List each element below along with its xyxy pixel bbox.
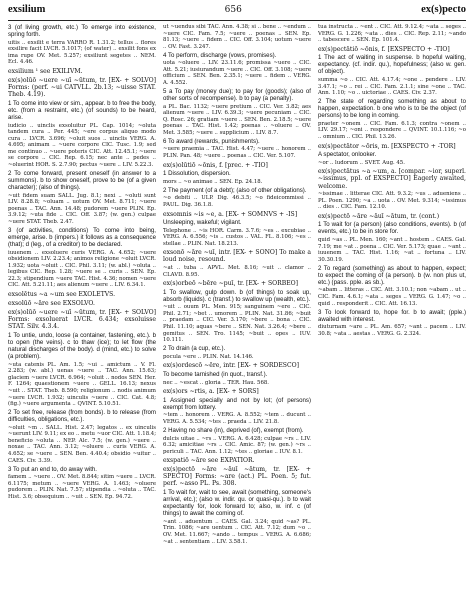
sense-definition: 1 To swallow, gulp down. b (of things) to soak up, absorb (liquids). c (transf.) to swallow up (wealth, etc.). xyxy=(163,288,311,303)
sense-definition: 1 The act of waiting in suspense. b hopeful waiting, expectancy. (cf. indir. qu.), hopefulness; (also w. gen. of object). xyxy=(318,54,466,76)
entry-headword-line: exsilium ¹ see EXILIVM. xyxy=(8,67,83,75)
citation-block: quid ~as .. PL. Men. 160; ~ant .. hostem .. CAES. Gal. 7.19; me ~at .. poena .. CIC. Ver. 5.173; quae .. ~ant .. iuuenem .. TAC. Hist. 1.16; ~at .. fortuna .. LIV. 30.30.19. xyxy=(318,237,466,263)
citation-block: Telephone .. ~is HOR. Carm. 3.7.6; ~es .. excubiae .. VERG. A. 6.556; ~is .. custos .. VAL. FL. 8.106; ~es .. stellae .. PLIN. Nat. 18.213. xyxy=(163,227,311,247)
entry-headword-line: ex(s)pectātor ~ōris, m. [EXSPECTO + -TOR] xyxy=(318,142,456,150)
entry-headword-line: ex(s)olūō ~uere ~uī ~ūtum, tr. [EX- + SOLVO] Forms: exsoluerat LVCR. 6.434; exsoluisse STAT. Silv. 4.3.4. xyxy=(8,309,156,331)
citation-block: ut ~uendus sibi TAC. Ann. 4.38; si .. bene .. ~endum .. ~uere CIC. Fam. 7.5; ~uere .. poenas .. SEN. Ep. 81.13; ~uere .. fidem .. CIC. Off. 3.104; uotum ~uere .. OV. Fast. 3.247. xyxy=(163,24,311,50)
sense-definition: 2 Having no share (in), deprived (of), exempt (from). xyxy=(163,426,304,434)
sense-definition: 2 To come forward, present oneself (in answer to a summons). b to show oneself, prove to be (of a given character); (also of things). xyxy=(8,169,156,192)
entry-headword-line: exsolētus ~a ~um see EXOLETVS. xyxy=(8,290,116,298)
entry-headword-line: ex(s)pectō ~āre ~āuī ~ātum, tr. [EX- + SPECTO] Forms: ~are (act.) PL. Poen. 5; fut. perf. ~asso PL. Ps. 308. xyxy=(163,466,311,488)
citation-block: ~uta catenis PL. Am. 1.5; ~ui .. amictum .. V. Fl. 2.283; (w. abl.) uenas ~uere .. TAC. Ann. 15.63; glaciem ~uere LVCR. 6.964; ~oluit .. nodos SEN. Her. F. 1264; quaestionem ~uere .. GELL. 16.13; nexus ~uit .. STAT. Theb. 8.590; religionum .. nodis animum ~uere LVCR. 1.932; uinculis ~uere .. CIC. Cat. 4.8; (fig.) ~uere argumenta .. QVINT. 5.10.51. xyxy=(8,361,156,408)
citation-block: famem .. ~uere .. OV. Met. 8.844; sitim ~uere .. LVCR. 6.1175; metum .. ~uere VERG. A. 1.463; ~oluere pudorem .. PLIN. Nat. 7.57; stipendia .. ~oluta .. TAC. Hist. 3.6; obsequium .. ~uit .. SEN. Ep. 94.72. xyxy=(8,474,156,500)
citation-block: a PL. Bac. 1132; ~uere pretium .. CIC. Ver. 3.82; aes alienum ~uere .. LIV. 6.39.3; ~uere pecuniam .. CIC. Q. Rosc. 26; gratiam ~uere .. SEN. Ben. 2.18.5; ~uere poenas .. TAC. Hist. 1.42; poenas .. ~oluere .. OV. Met. 3.585; ~uere .. supplicium .. LIV. 8.7. xyxy=(163,103,311,136)
sense-definition: 5 a To pay (money due); to pay for (goods); (also of other sorts of recompense). b to pay (a penalty). xyxy=(163,87,311,103)
entry-headword-line: ex(s)ors ~rtis, a. [EX- + SORS] xyxy=(163,388,259,396)
sense-definition: A spectator, onlooker. xyxy=(318,151,377,159)
running-head xyxy=(8,4,466,21)
entry-headword-line: exsolūō ~āre see EXSOLVO. xyxy=(8,300,95,308)
sense-definition: 2 The payment (of a debt); (also of other obligations). xyxy=(163,186,307,194)
sense-definition: 1 Dissolution, dispersion. xyxy=(163,170,231,178)
sense-definition: 4 To perform, discharge (vows, promises). xyxy=(163,51,277,59)
column-2 xyxy=(163,24,311,604)
entry-headword-line: ex(s)pectātiō ~ōnis, f. [EXSPECTO + -TIO] xyxy=(318,45,450,53)
entry-headword-line: exsomnis ~is ~e, a. [EX- + SOMNVS + -IS] xyxy=(163,210,298,218)
right-running-headword: ex(s)pecto xyxy=(421,4,466,15)
entry-headword-line: ex(s)olūtiō ~ōnis, f. [prec. + -TIO] xyxy=(163,161,268,169)
entry-headword-line: ex(s)olūō ~uere ~uī ~ūtum, tr. [EX- + SOLVO] Forms: (perf. ~ui CATVLL. 2b.13; ~uisse STAT. Theb. 4.19). xyxy=(8,76,156,99)
sense-definition: 3 (of living growth, etc.) To emerge into existence, spring forth. xyxy=(8,24,156,39)
citation-block: ~or .. ludorum .. SVET. Aug. 45. xyxy=(318,159,405,166)
citation-block: ~tem .. honorem .. VERG. A. 8.552; ~tem .. ducunt .. VERG. A. 5.534; ~tes .. praeda .. LIV. 21.8. xyxy=(163,412,311,425)
sense-definition: 3 To put an end to, do away with. xyxy=(8,465,97,473)
left-running-headword: exsilium xyxy=(8,4,46,15)
citation-block: nec .. ~escat .. gloria .. TER. Hau. 568. xyxy=(163,379,269,386)
citation-block: uitis .. exsilit e terra VARRO R. 1.31.2; tellus .. flores exsilire facit LVCR. 5.1017; (of water) .. exsilit fons ex ima rupe OV. Met. 5.257; exsiliunt segetes .. NEM. Ecl. 4.46. xyxy=(8,39,156,66)
citation-block: iuuenem .. exsoluere curis VERG. A. 4.652; ~uere obsidionem LIV. 2.23.4; animos religione ~oluit LVCR. 1.932; uota ~oluit .. CIC. Phil. 3.11; (w. abl.) ~oluta .. legibus CIC. Rep. 1.28; ~uere se .. curis .. SEN. Ep. 22.3; stipendium ~uere TAC. Hist. 4.36; nomen ~uere CIC. Att. 5.21.11; aes alienum ~uere .. LIV. 6.34.1. xyxy=(8,249,156,289)
citation-block: tua instructa .. ~ent .. CIC. Att. 9.12.4; ~ata .. seges .. VERG. G. 1.226; ~ata .. dies .. CIC. Rep. 2.11; ~ando .. tabescere .. SEN. Ep. 101.4. xyxy=(318,24,466,44)
citation-block: dulcis uitae .. ~rs .. VERG. A. 6.428; culpae ~rs .. LIV. 6.32; amicitiae ~rs .. CIC. Amic. 87; (w. gen.) ~rs .. periculi .. TAC. Ann. 1.12; ~tes .. gloriae .. IUV. 8.1. xyxy=(163,435,311,455)
page-number: 656 xyxy=(224,5,242,15)
sense-definition: 2 To set free, release (from bonds). b to release (from difficulties, obligations, etc.). xyxy=(8,409,156,424)
citation-block: ~abam .. litteras .. CIC. Att. 3.10.1; non ~abam .. ut .. CIC. Fam. 4.6.1; ~ata .. seges .. VERG. G. 1.47; ~o .. quid .. responderit .. CIC. Att. 16.13. xyxy=(318,287,466,307)
sense-definition: 1 Assigned specially and not by lot; (of persons) exempt from lottery. xyxy=(163,396,311,411)
sense-definition: 2 To regard (something) as about to happen, expect; to expect the coming of (a person). b (w. non plus ut, etc.) (pass. pple. as sb.). xyxy=(318,264,466,286)
citation-block: praeter ~onem .. CIC. Fam. 6.1.3; contra ~onem .. LIV. 29.17; ~oni .. respondere .. QVINT. 10.1.116; ~o .. omnium .. CIC. Phil. 13.26. xyxy=(318,120,466,141)
sense-definition: 1 To come into view or sim., appear. b to free the body, etc. (from a restraint, etc.) (of sounds) to be heard, arise. xyxy=(8,99,156,121)
entry-headword-line: exsonō ~āre ~uī, intr. [EX- + SONO] To make a loud noise, resound. xyxy=(163,249,311,264)
citation-block: iudicio .. uinclis exsoluitur PL. Cap. 1014; ~oluta tandem cura .. Per. 445; ~ere corpus aliquo modo cura .. LVCR. 3.696; ~oluit suos .. uinclis VERG. A. 4.695; animam .. ~uere corpore CIC. Tusc. 1.9; sed me continuo .. ~uere poteris CIC. Att. 12.45.1; ~uere se corpore .. CIC. Rep. 6.15; nec ante .. pedes .. ~oluerint HOR. S. 2.7.90; pectus ~uere .. LIV. 5.22.3. xyxy=(8,122,156,168)
sense-definition: 1 To untie, undo, loose (a container, fastening, etc.). b to open (the veins). c to thaw (ice); to let flow (the natural discharges of the body). d (mind, etc.) to solve (a problem). xyxy=(8,331,156,361)
citation-block: diuturnam ~are .. PL. Am. 657; ~ant .. pacem .. LIV. 30.8; ~ata .. aestas .. VERG. G. 2.324. xyxy=(318,324,466,337)
citation-block: ~ant .. aduentum .. CAES. Gal. 3.24; quid ~as? PL. Trin. 1086; ~are uentum .. CIC. Att. 7.12; dum ~o .. OV. Met. 11.667; ~ando .. tempus .. VERG. A. 6.686; ~at .. sententiam .. LIV. 3.58.1. xyxy=(163,518,311,545)
entry-headword-line: ex(s)pectātus ~a ~um, a. [compar. ~ior, superl. ~issimus, ppl. of EXSPECTO] Eagerly awaited, welcome. xyxy=(318,168,466,190)
entry-headword-line: ex(s)ordescō ~ēre, intr. [EX- + SORDESCO] xyxy=(163,362,299,370)
sense-definition: 1 To wait for (a person) (also conditions, events). b (of events, etc.) to be in store for. xyxy=(318,221,466,236)
sense-definition: Unsleeping, wakeful; vigilant. xyxy=(163,219,242,227)
entry-headword-line: ex(s)orbeō ~bēre ~puī, tr. [EX- + SORBEO] xyxy=(163,280,299,288)
entry-headword-line: ex(s)pectō ~āre ~āuī ~ātum, tr. (cont.) xyxy=(318,212,440,220)
entry-headword-line: exspatiō ~āre see EXPATIOR. xyxy=(163,457,255,465)
citation-block: ~uit fidem suam SALL. Jug. 8.1; nexi .. ~oluti sunt LIV. 8.28.8; ~oluam .. uotum OV. Met. 8.711; ~uere poenas .. TAC. Ann. 14.48; pudorem ~uere PLIN. Ep. 3.9.12; ~uta fide .. CIC. Off. 3.87; (w. gen.) culpae ~uere STAT. Theb. 2.47. xyxy=(8,192,156,225)
citation-block: ~issimae .. litterae CIC. Att. 9.3.2; ~us .. adueniens .. PL. Poen. 1290; ~a .. uota .. OV. Met. 9.314; ~issimus .. dies .. CIC. Fam. 12.10. xyxy=(318,191,466,211)
sense-definition: 3 (of activities, conditions) To come into being, emerge, arise. b (impers.) it follows as a consequence (that); d (leg., of a creditor) to be declared. xyxy=(8,226,156,249)
text-columns xyxy=(8,24,466,604)
column-1 xyxy=(8,24,156,604)
citation-block: summa ~o .. CIC. Att. 4.17.4; ~one .. pendere .. LIV. 3.47.1; ~o .. rei .. CIC. Fam. 2.1.1; sine ~one .. TAC. Ann. 1.10; ~o .. uictoriae .. CAES. Civ. 2.37. xyxy=(318,77,466,97)
citation-block: uota ~oluere .. LIV. 23.11.6; promissa ~uere .. CIC. Att. 5.21; iusiurandum ~uere .. CIC. Off. 3.108; ~uere officium .. SEN. Ben. 2.35.1; ~uere .. fidem .. VERG. A. 4.552. xyxy=(163,60,311,86)
citation-block: ~at .. tuba .. APVL. Met. 8.16; ~uit .. clamor .. CLAVD. 8.95. xyxy=(163,265,311,278)
citation-block: ~oluit ~m .. SALL. Hist. 2.47; legatos .. ex uinculis ~uerunt LIV. 9.11; ex eo .. metu ~uor CIC. Att. 1.18.4; beneficio ~oluta .. NEP. Alc. 7.5; (w. gen.) ~uere .. noxae .. TAC. Ann. 3.12; ~oluere .. curis VERG. A. 4.652; se ~uere .. SEN. Ben. 4.40.4; obsidio ~uitur .. CAES. Civ. 3.39. xyxy=(8,424,156,464)
citation-block: pocula ~ere .. PLIN. Nat. 14.146. xyxy=(163,353,254,360)
sense-definition: 6 To award (rewards, punishments). xyxy=(163,137,260,145)
citation-block: ~uit .. ouum PL. Men. 915; sanguinem ~ere .. CIC. Phil. 2.71; ~bet .. umorem .. PLIN. Nat. 31.86; ~buit .. praedam .. CIC. Ver. 3.170; ~bere .. bona .. CIC. Phil. 11.10; aquas ~bere .. SEN. Nat. 3.26.4; ~bere .. gemitus .. SEN. Tro. 1145; ~buit .. opes .. IUV. 10.111. xyxy=(163,304,311,344)
citation-block: ~uere praemia .. TAC. Hist. 4.47; ~uere .. honorem .. PLIN. Pan. 48; ~uere .. poenas .. CIC. Ver. 5.107. xyxy=(163,146,311,160)
sense-definition: 2 The state of regarding something as about to happen, expectation. b one who is to be the object (of persons) to be long in coming. xyxy=(318,98,466,120)
citation-block: mors .. ~o animae .. SEN. Ep. 24.18. xyxy=(163,178,263,185)
sense-definition: 1 To wait for, wait to see, await (something, someone's arrival, etc.); (also w. indir. qu. or quasi-qu.). b to wait expectantly for, look forward to; also, w. inf. c (of things) to await the coming of. xyxy=(163,489,311,518)
sense-definition: 3 To look forward to, hope for. b to await; (pple.) awaited with interest. xyxy=(318,308,466,323)
sense-definition: To become tarnished (in quot., transf.). xyxy=(163,370,268,378)
citation-block: ~o debiti .. ULP. Dig. 46.3.5; ~o fideicommissi .. PAUL. Dig. 36.1.8. xyxy=(163,195,311,208)
sense-definition: 2 To drain (a cup, etc.). xyxy=(163,345,226,353)
column-3 xyxy=(318,24,466,604)
